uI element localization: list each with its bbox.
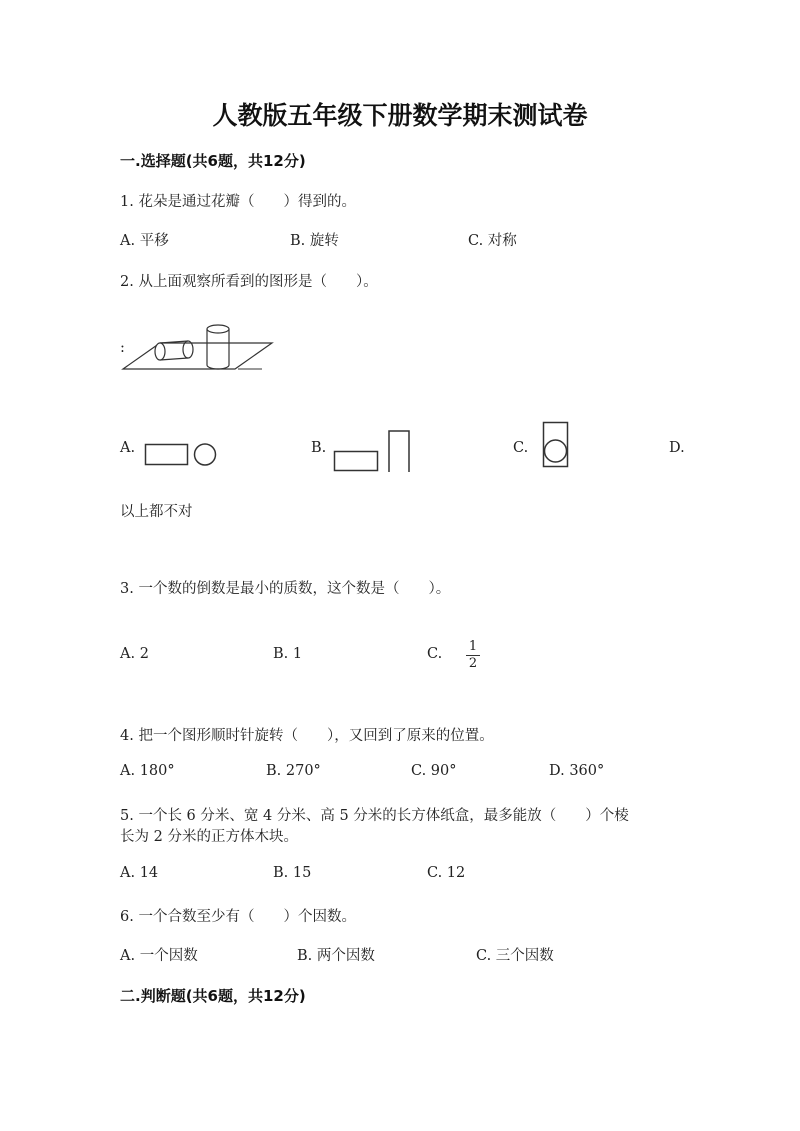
question-5-line-2: 长为 2 分米的正方体木块。 — [120, 829, 298, 845]
q1-option-c: C. 对称 — [468, 233, 517, 249]
question-6: 6. 一个合数至少有（ ）个因数。 — [120, 909, 356, 925]
q3-option-a: A. 2 — [120, 646, 149, 662]
section-heading-judgement: 二.判断题(共6题，共12分) — [120, 987, 306, 1005]
question-2: 2. 从上面观察所看到的图形是（ ）。 — [120, 274, 378, 290]
question-4: 4. 把一个图形顺时针旋转（ ），又回到了原来的位置。 — [120, 728, 494, 744]
question-5-line-1: 5. 一个长 6 分米、宽 4 分米、高 5 分米的长方体纸盒，最多能放（ ）个棱 — [120, 808, 629, 824]
q6-option-a: A. 一个因数 — [120, 948, 198, 964]
q2-3d-figure — [120, 320, 280, 375]
q2-option-d-label: D. — [669, 440, 685, 456]
section-heading-choice: 一.选择题(共6题，共12分) — [120, 152, 306, 170]
q2-option-c-figure — [541, 420, 571, 470]
q5-option-b: B. 15 — [273, 865, 312, 881]
page-title: 人教版五年级下册数学期末测试卷 — [212, 101, 588, 130]
q1-option-a: A. 平移 — [120, 233, 169, 249]
q4-option-c: C. 90° — [411, 763, 457, 779]
q2-option-d-text: 以上都不对 — [120, 504, 193, 520]
q3-option-b: B. 1 — [273, 646, 303, 662]
q3-fraction — [466, 640, 480, 671]
fraction-numerator: 1 — [468, 639, 478, 654]
q2-option-a-label: A. — [120, 440, 136, 456]
fraction-denominator: 2 — [468, 656, 478, 671]
question-1: 1. 花朵是通过花瓣（ ）得到的。 — [120, 194, 356, 210]
q3-option-c: C. — [427, 646, 443, 662]
q4-option-b: B. 270° — [266, 763, 321, 779]
q5-option-c: C. 12 — [427, 865, 466, 881]
q2-option-b-label: B. — [311, 440, 327, 456]
q1-option-b: B. 旋转 — [290, 233, 339, 249]
q6-option-c: C. 三个因数 — [476, 948, 554, 964]
q2-figure-prefix: : — [120, 340, 125, 356]
q6-option-b: B. 两个因数 — [297, 948, 375, 964]
q2-option-a-figure — [144, 442, 220, 468]
q4-option-d: D. 360° — [549, 763, 605, 779]
q2-option-c-label: C. — [513, 440, 529, 456]
q5-option-a: A. 14 — [120, 865, 159, 881]
q4-option-a: A. 180° — [120, 763, 175, 779]
question-3: 3. 一个数的倒数是最小的质数，这个数是（ ）。 — [120, 581, 451, 597]
q2-option-b-figure — [333, 428, 413, 474]
